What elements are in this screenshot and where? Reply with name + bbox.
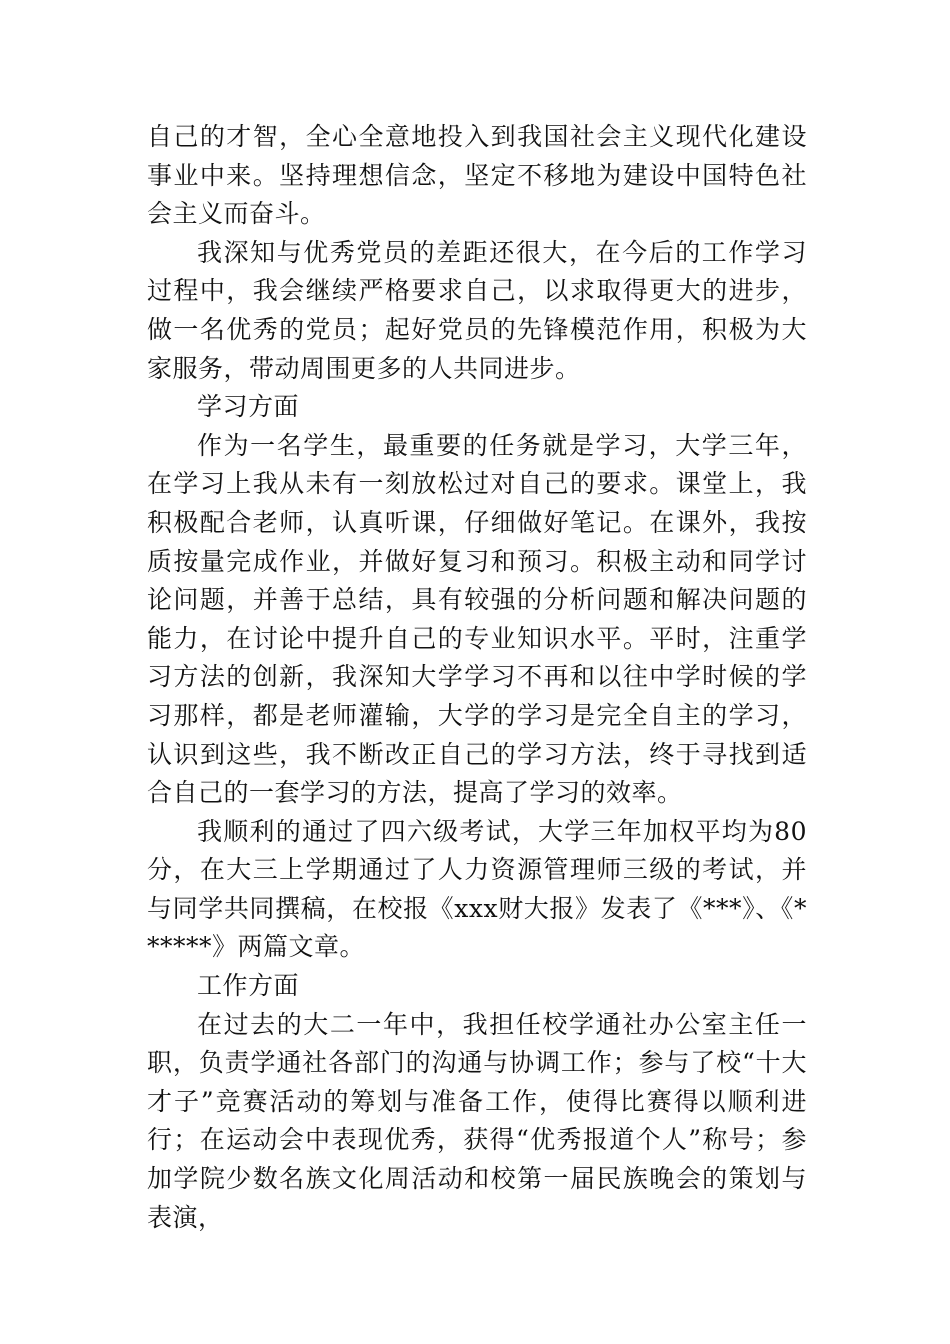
document-body xyxy=(147,118,807,1237)
section-heading-study: 学习方面 xyxy=(197,392,300,422)
section-heading-work: 工作方面 xyxy=(197,971,300,1001)
paragraph-continuation: 自己的才智，全心全意地投入到我国社会主义现代化建设事业中来。坚持理想信念，坚定不移地为建设中国特色社会主义而奋斗。 xyxy=(147,122,807,229)
paragraph-party-member: 我深知与优秀党员的差距还很大，在今后的工作学习过程中，我会继续严格要求自己，以求取得更大的进步，做一名优秀的党员；起好党员的先锋模范作用，积极为大家服务，带动周围更多的人共同进步。 xyxy=(147,237,807,383)
paragraph-study: 作为一名学生，最重要的任务就是学习，大学三年，在学习上我从未有一刻放松过对自己的要求。课堂上，我积极配合老师，认真听课，仔细做好笔记。在课外，我按质按量完成作业，并做好复习和预习。积极主动和同学讨论问题，并善于总结，具有较强的分析问题和解决问题的能力，在讨论中提升自己的专业知识水平。平时，注重学习方法的创新，我深知大学学习不再和以往中学时候的学习那样，都是老师灌输，大学的学习是完全自主的学习，认识到这些，我不断改正自己的学习方法，终于寻找到适合自己的一套学习的方法，提高了学习的效率。 xyxy=(147,430,807,808)
paragraph-work: 在过去的大二一年中，我担任校学通社办公室主任一职，负责学通社各部门的沟通与协调工作；参与了校“十大才子”竞赛活动的筹划与准备工作，使得比赛得以顺利进行；在运动会中表现优秀，获得“优秀报道个人”称号；参加学院少数名族文化周活动和校第一届民族晚会的策划与表演， xyxy=(147,1009,807,1232)
paragraph-exams: 我顺利的通过了四六级考试，大学三年加权平均为80分，在大三上学期通过了人力资源管理师三级的考试，并与同学共同撰稿，在校报《xxx财大报》发表了《***》、《******》两篇文章。 xyxy=(147,816,807,962)
